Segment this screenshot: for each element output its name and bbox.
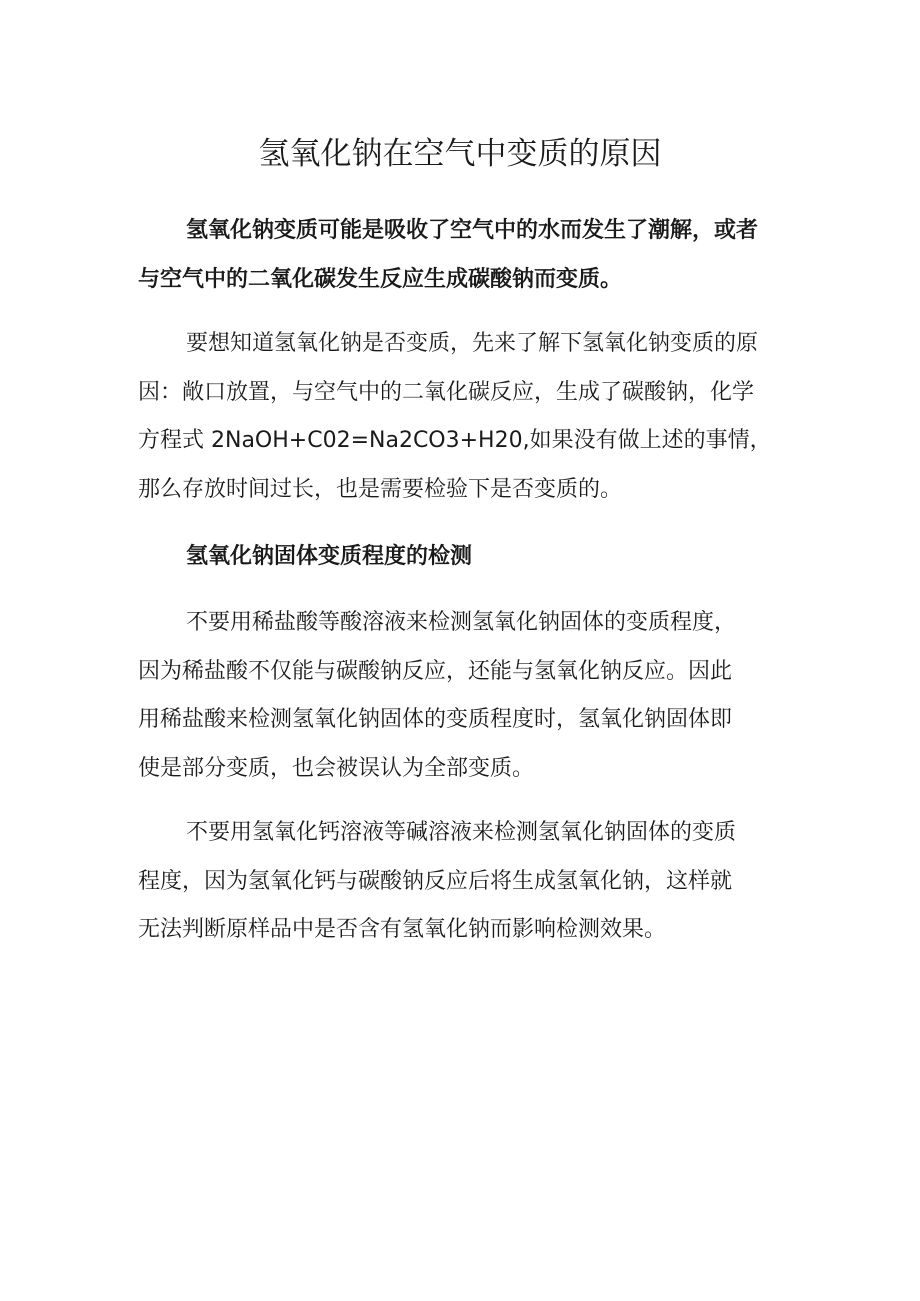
paragraph-line: 那么存放时间过长，也是需要检验下是否变质的。 bbox=[138, 476, 623, 502]
document-title: 氢氧化钠在空气中变质的原因 bbox=[258, 136, 662, 172]
base-test-paragraph bbox=[138, 809, 798, 955]
paragraph-line: 无法判断原样品中是否含有氢氧化钠而影响检测效果。 bbox=[138, 917, 667, 942]
paragraph-line: 因为稀盐酸不仅能与碳酸钠反应，还能与氢氧化钠反应。因此 bbox=[138, 658, 733, 684]
section-heading: 氢氧化钠固体变质程度的检测 bbox=[186, 544, 473, 569]
paragraph-line: 不要用氢氧化钙溶液等碱溶液来检测氢氧化钠固体的变质 bbox=[186, 820, 737, 845]
paragraph-line: 程度，因为氢氧化钙与碳酸钠反应后将生成氢氧化钠，这样就 bbox=[138, 868, 733, 894]
paragraph-line: 使是部分变质，也会被误认为全部变质。 bbox=[138, 755, 535, 781]
paragraph-line: 方程式 2NaOH+C02=Na2CO3+H20,如果没有做上述的事情， bbox=[138, 428, 772, 453]
paragraph-line: 不要用稀盐酸等酸溶液来检测氢氧化钠固体的变质程度， bbox=[186, 610, 737, 635]
summary-line: 氢氧化钠变质可能是吸收了空气中的水而发生了潮解，或者 bbox=[186, 218, 759, 243]
summary-paragraph bbox=[138, 207, 798, 304]
paragraph-line: 因：敞口放置，与空气中的二氧化碳反应，生成了碳酸钠，化学 bbox=[138, 379, 755, 405]
summary-line: 与空气中的二氧化碳发生反应生成碳酸钠而变质。 bbox=[138, 266, 623, 292]
acid-test-paragraph bbox=[138, 599, 798, 793]
paragraph-line: 用稀盐酸来检测氢氧化钠固体的变质程度时，氢氧化钠固体即 bbox=[138, 707, 733, 732]
section-heading-wrap bbox=[138, 533, 798, 582]
cause-paragraph bbox=[138, 320, 798, 514]
paragraph-line: 要想知道氢氧化钠是否变质，先来了解下氢氧化钠变质的原 bbox=[186, 331, 759, 356]
